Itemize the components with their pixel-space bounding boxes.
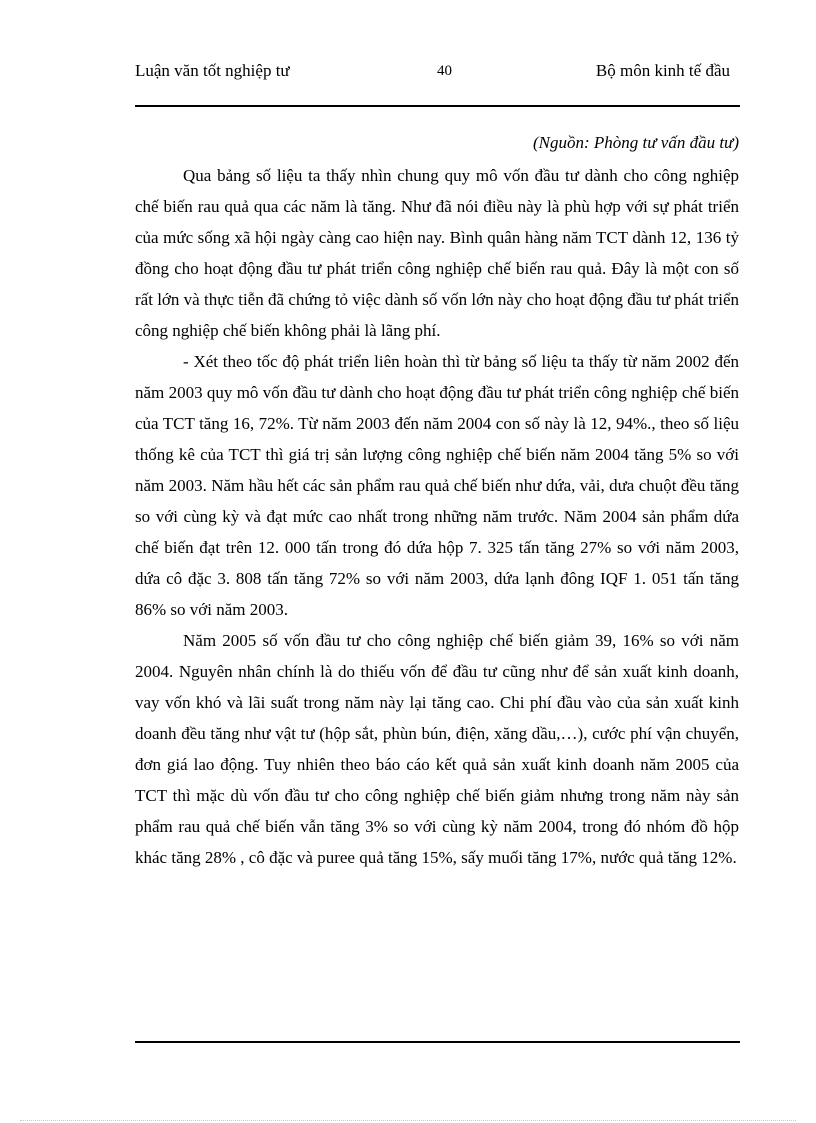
page-header (135, 60, 740, 106)
header-divider (135, 105, 740, 107)
page-number: 40 (437, 63, 452, 79)
page-edge (20, 1120, 796, 1121)
header-thesis-title: Luận văn tốt nghiệp tư (135, 61, 290, 80)
table-source-note: (Nguồn: Phòng tư vấn đầu tư) (533, 133, 739, 152)
paragraph-3: Năm 2005 số vốn đầu tư cho công nghiệp chế biến giảm 39, 16% so với năm 2004. Nguyên nhân chính là do thiếu vốn để đầu tư cũng như để sản xuất kinh doanh, vay vốn khó và lãi suất trong năm này lại tăng cao. Chi phí đầu vào của sản xuất kinh doanh đều tăng như vật tư (hộp sắt, phùn bún, điện, xăng dầu,…), cước phí vận chuyển, đơn giá lao động. Tuy nhiên theo báo cáo kết quả sản xuất kinh doanh năm 2005 của TCT thì mặc dù vốn đầu tư cho công nghiệp chế biến giảm nhưng trong năm này sản phẩm rau quả chế biến vẫn tăng 3% so với cùng kỳ năm 2004, trong đó nhóm đồ hộp khác tăng 28% , cô đặc và puree quả tăng 15%, sấy muối tăng 17%, nước quả tăng 12%. (135, 631, 739, 867)
footer-divider (135, 1041, 740, 1043)
page-body (135, 130, 739, 873)
paragraph-2: - Xét theo tốc độ phát triển liên hoàn thì từ bảng số liệu ta thấy từ năm 2002 đến năm 2003 quy mô vốn đầu tư dành cho hoạt động đầu tư phát triển công nghiệp chế biến của TCT tăng 16, 72%. Từ năm 2003 đến năm 2004 con số này là 12, 94%., theo số liệu thống kê của TCT thì giá trị sản lượng công nghiệp chế biến năm 2004 tăng 5% so với năm 2003. Năm hầu hết các sản phẩm rau quả chế biến như dứa, vải, dưa chuột đều tăng so với cùng kỳ và đạt mức cao nhất trong những năm trước. Năm 2004 sản phẩm dứa chế biến đạt trên 12. 000 tấn trong đó dứa hộp 7. 325 tấn tăng 27% so với năm 2003, dứa cô đặc 3. 808 tấn tăng 72% so với năm 2003, dứa lạnh đông IQF 1. 051 tấn tăng 86% so với năm 2003. (135, 352, 739, 619)
paragraph-1: Qua bảng số liệu ta thấy nhìn chung quy mô vốn đầu tư dành cho công nghiệp chế biến rau quả qua các năm là tăng. Như đã nói điều này là phù hợp với sự phát triển của mức sống xã hội ngày càng cao hiện nay. Bình quân hàng năm TCT dành 12, 136 tỷ đồng cho hoạt động đầu tư phát triển công nghiệp chế biến rau quả. Đây là một con số rất lớn và thực tiễn đã chứng tỏ việc dành số vốn lớn này cho hoạt động đầu tư phát triển công nghiệp chế biến không phải là lãng phí. (135, 166, 739, 340)
header-department: Bộ môn kinh tế đầu (595, 61, 730, 80)
